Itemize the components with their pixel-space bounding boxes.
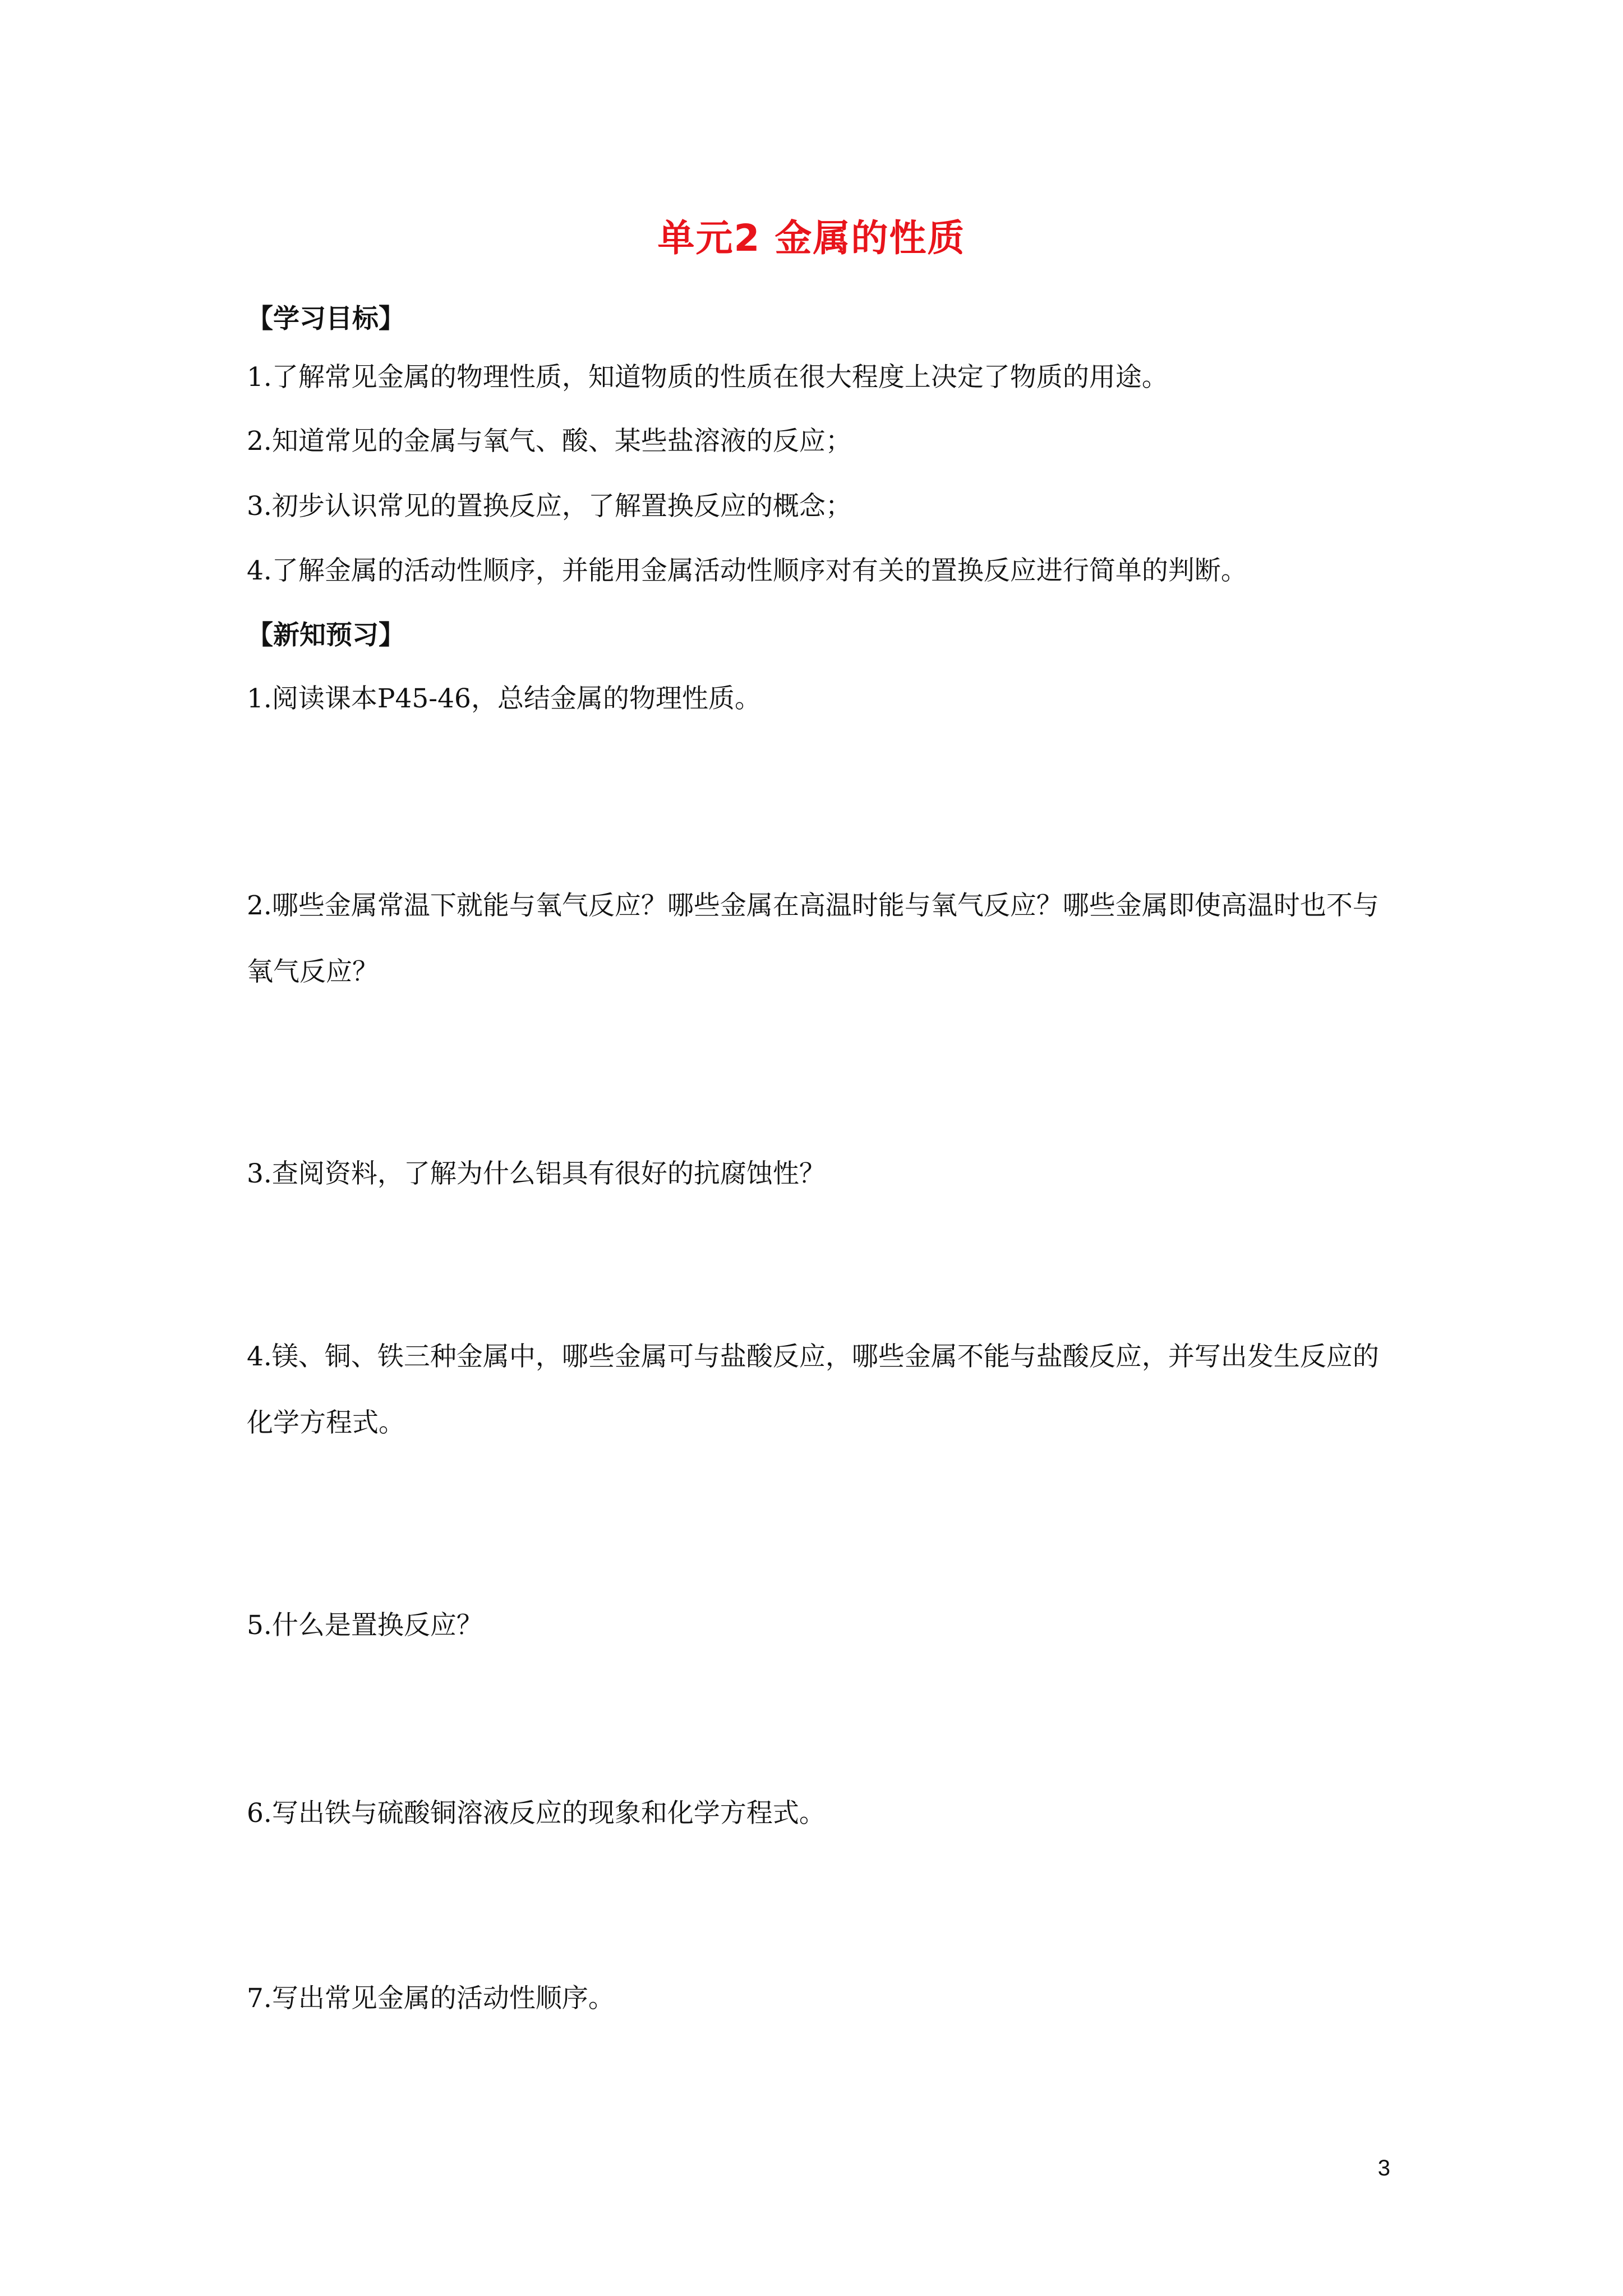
preview-question-3: 3.查阅资料，了解为什么铝具有很好的抗腐蚀性？ xyxy=(247,1158,826,1189)
preview-question-6: 6.写出铁与硫酸铜溶液反应的现象和化学方程式。 xyxy=(247,1798,826,1829)
preview-heading: 【新知预习】 xyxy=(247,620,405,651)
objective-item-3: 3.初步认识常见的置换反应，了解置换反应的概念； xyxy=(247,491,852,522)
objectives-heading: 【学习目标】 xyxy=(247,303,405,334)
preview-question-5: 5.什么是置换反应？ xyxy=(247,1610,483,1641)
preview-question-4: 4.镁、铜、铁三种金属中，哪些金属可与盐酸反应，哪些金属不能与盐酸反应，并写出发生反应的化学方程式。 xyxy=(247,1341,1379,1438)
preview-question-7: 7.写出常见金属的活动性顺序。 xyxy=(247,1983,615,2014)
objective-item-4: 4.了解金属的活动性顺序，并能用金属活动性顺序对有关的置换反应进行简单的判断。 xyxy=(247,555,1247,586)
preview-question-1: 1.阅读课本P45-46，总结金属的物理性质。 xyxy=(247,683,761,714)
page-number: 3 xyxy=(1377,2156,1390,2180)
preview-question-2: 2.哪些金属常温下就能与氧气反应？哪些金属在高温时能与氧气反应？哪些金属即使高温时也不与氧气反应？ xyxy=(247,890,1379,987)
objective-item-2: 2.知道常见的金属与氧气、酸、某些盐溶液的反应； xyxy=(247,426,852,457)
objective-item-1: 1.了解常见金属的物理性质，知道物质的性质在很大程度上决定了物质的用途。 xyxy=(247,362,1168,393)
document-title: 单元2 金属的性质 xyxy=(657,217,966,260)
